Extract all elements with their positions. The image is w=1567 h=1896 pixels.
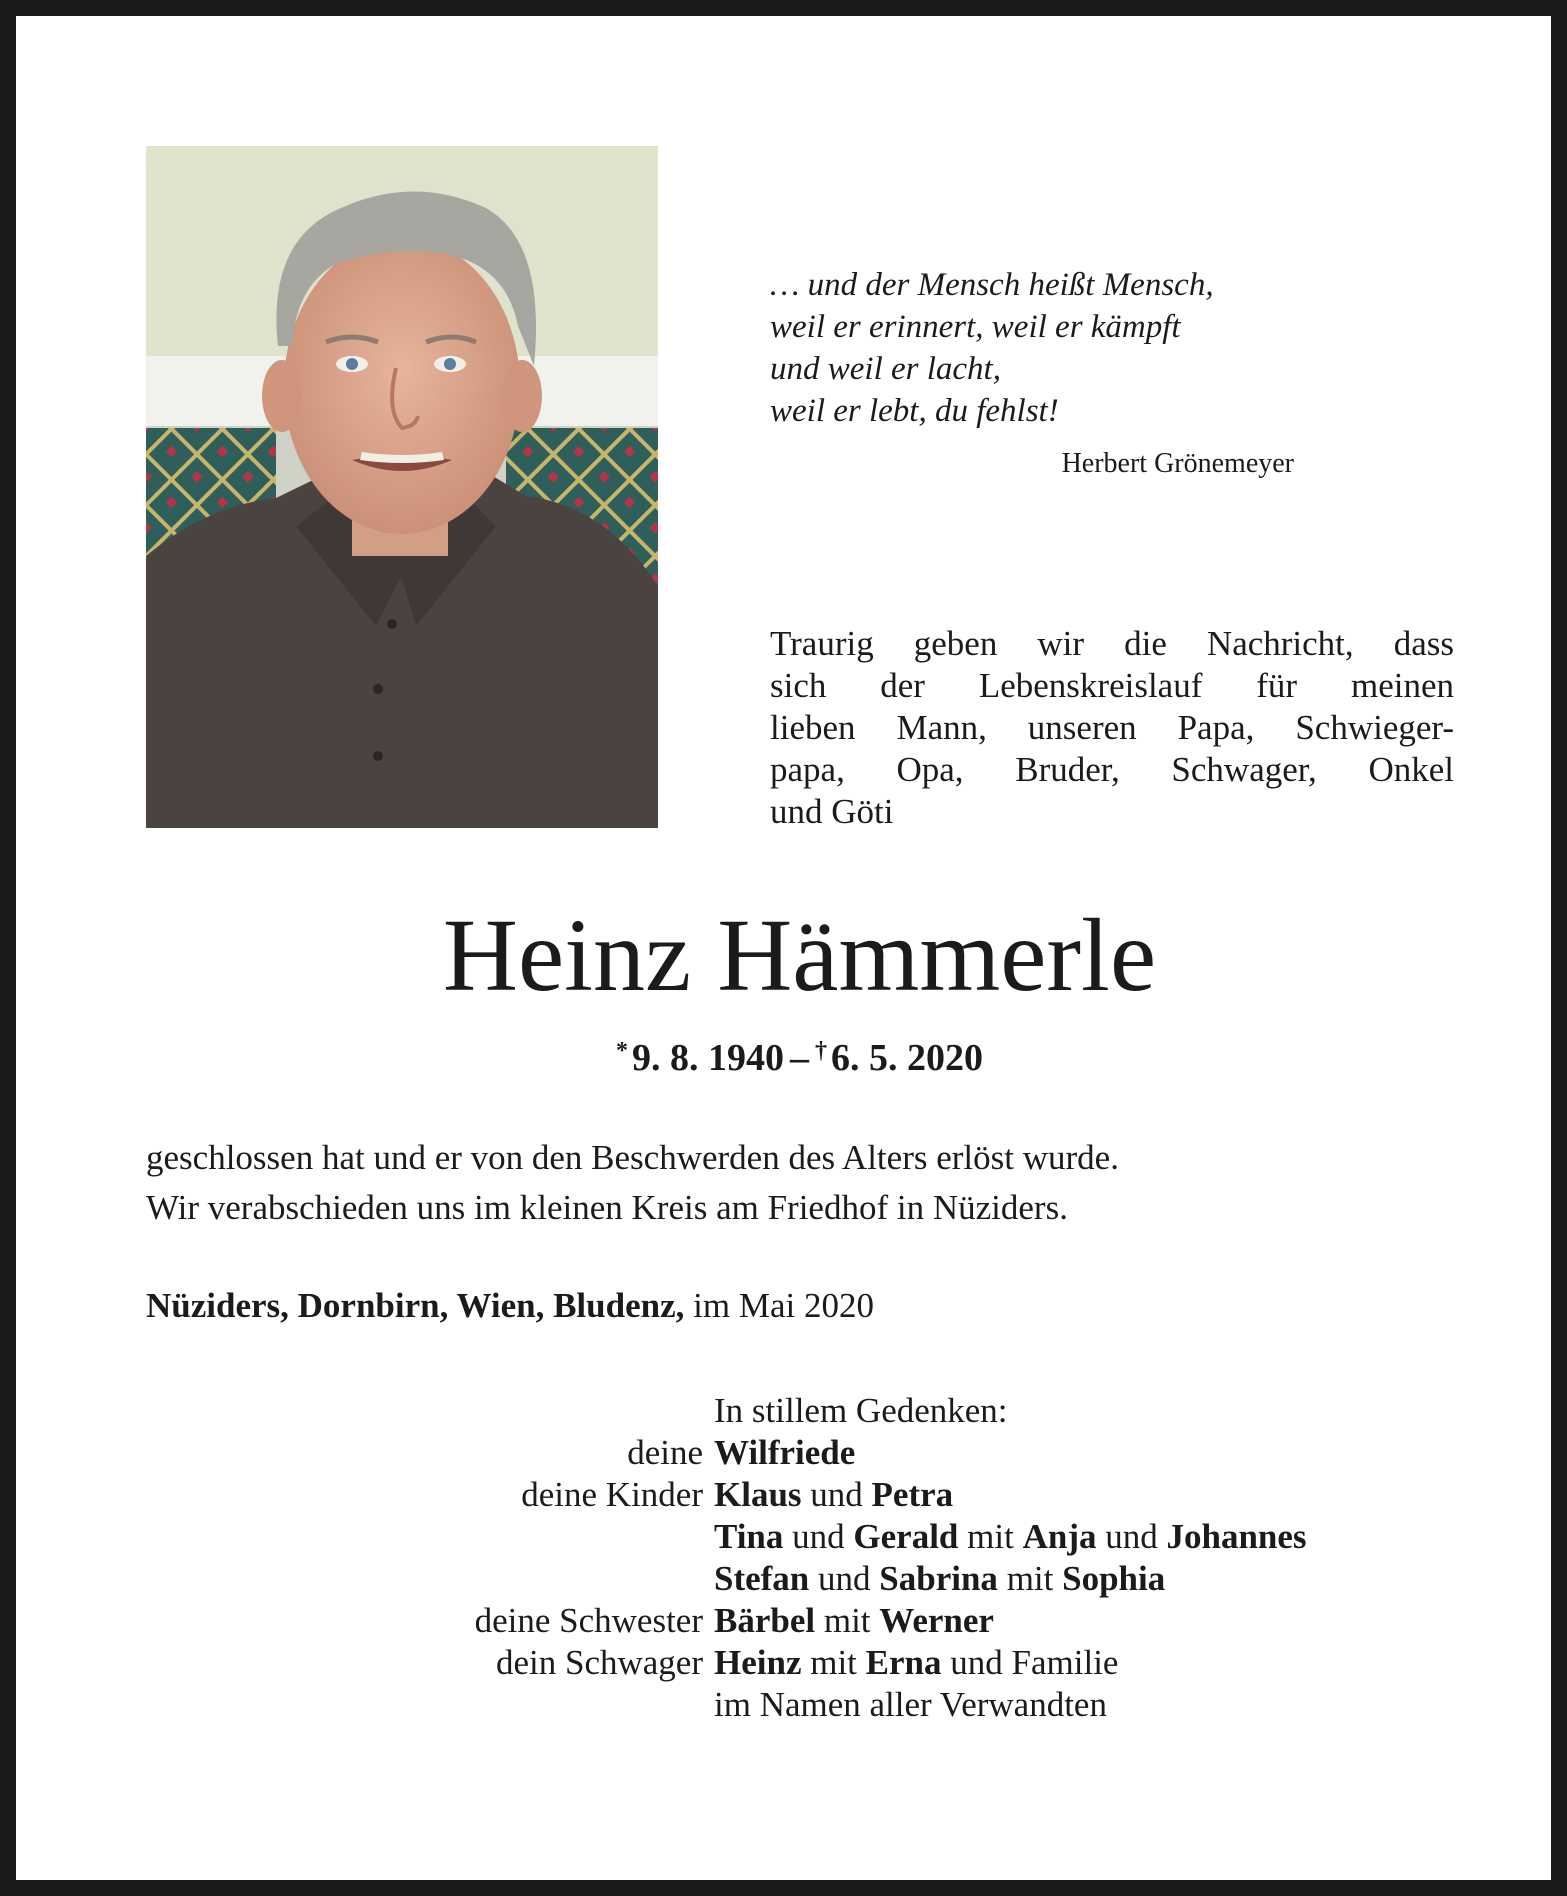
quote-line: … und der Mensch heißt Mensch, bbox=[770, 267, 1214, 303]
mourner-row bbox=[16, 1642, 1567, 1684]
mourner-connector: und bbox=[801, 1475, 872, 1514]
mourner-connector: und bbox=[809, 1559, 880, 1598]
mourner-connector: mit bbox=[958, 1517, 1023, 1556]
mourners-list bbox=[16, 1390, 1567, 1726]
mourner-name: Heinz bbox=[714, 1643, 802, 1682]
announcement-line: papa, Opa, Bruder, Schwager, Onkel bbox=[770, 750, 1454, 789]
epigraph-quote bbox=[770, 264, 1330, 432]
death-symbol: † bbox=[815, 1038, 827, 1064]
quote-line: weil er erinnert, weil er kämpft bbox=[770, 309, 1181, 345]
birth-date: 9. 8. 1940 bbox=[632, 1037, 784, 1079]
deceased-name: Heinz Hämmerle bbox=[442, 898, 1157, 1013]
mourner-names bbox=[714, 1432, 855, 1474]
mourner-name: Sophia bbox=[1062, 1559, 1166, 1598]
announcement-line: Traurig geben wir die Nachricht, dass bbox=[770, 624, 1454, 663]
mourner-name: Anja bbox=[1022, 1517, 1097, 1556]
mourner-connector: im Namen aller Verwandten bbox=[714, 1685, 1107, 1724]
mourner-connector: mit bbox=[997, 1559, 1063, 1598]
quote-author: Herbert Grönemeyer bbox=[1061, 448, 1294, 479]
mourner-connector: und Familie bbox=[941, 1643, 1119, 1682]
closing-line: geschlossen hat und er von den Beschwerden des Alters erlöst wurde. bbox=[146, 1138, 1119, 1177]
mourner-connector: und bbox=[783, 1517, 854, 1556]
place-cities: Nüziders, Dornbirn, Wien, Bludenz, bbox=[146, 1286, 685, 1325]
date-separator: – bbox=[790, 1037, 809, 1079]
mourner-relation: deine Kinder bbox=[521, 1475, 703, 1514]
announcement-line: und Göti bbox=[770, 792, 894, 831]
mourner-connector: mit bbox=[815, 1601, 880, 1640]
mourner-row bbox=[16, 1432, 1567, 1474]
death-date: 6. 5. 2020 bbox=[831, 1037, 983, 1079]
mourner-name: Tina bbox=[714, 1517, 784, 1556]
mourner-row bbox=[16, 1474, 1567, 1516]
birth-symbol: * bbox=[616, 1038, 628, 1064]
mourner-names bbox=[714, 1516, 1307, 1558]
mourner-name: Wilfriede bbox=[714, 1433, 856, 1472]
mourner-names bbox=[714, 1642, 1118, 1684]
mourner-name: Gerald bbox=[853, 1517, 959, 1556]
place-and-date bbox=[146, 1284, 1446, 1328]
announcement-line: lieben Mann, unseren Papa, Schwieger- bbox=[770, 708, 1454, 747]
mourner-relation: dein Schwager bbox=[495, 1643, 703, 1682]
mourner-name: Sabrina bbox=[879, 1559, 998, 1598]
mourner-name: Klaus bbox=[714, 1475, 802, 1514]
closing-text bbox=[146, 1133, 1446, 1233]
mourner-name: Erna bbox=[865, 1643, 942, 1682]
mourner-row bbox=[16, 1558, 1567, 1600]
mourner-name: Werner bbox=[879, 1601, 994, 1640]
announcement-line: sich der Lebenskreislauf für meinen bbox=[770, 666, 1454, 705]
mourners-heading-row bbox=[16, 1390, 1567, 1432]
mourner-names bbox=[714, 1600, 994, 1642]
announcement-text bbox=[770, 623, 1454, 833]
mourner-name: Bärbel bbox=[714, 1601, 816, 1640]
mourner-connector: mit bbox=[801, 1643, 866, 1682]
mourner-row bbox=[16, 1516, 1567, 1558]
mourner-relation: deine Schwester bbox=[474, 1601, 703, 1640]
quote-line: und weil er lacht, bbox=[770, 351, 1001, 387]
mourner-name: Petra bbox=[871, 1475, 954, 1514]
place-date: im Mai 2020 bbox=[693, 1286, 874, 1325]
closing-line: Wir verabschieden uns im kleinen Kreis am Friedhof in Nüziders. bbox=[146, 1188, 1068, 1227]
mourner-row bbox=[16, 1684, 1567, 1726]
mourners-heading: In stillem Gedenken: bbox=[714, 1391, 1008, 1430]
mourner-names bbox=[714, 1684, 1107, 1726]
mourner-relation: deine bbox=[627, 1433, 703, 1472]
quote-line: weil er lebt, du fehlst! bbox=[770, 393, 1059, 429]
mourner-name: Stefan bbox=[714, 1559, 810, 1598]
portrait-photo bbox=[146, 146, 658, 828]
mourner-name: Johannes bbox=[1166, 1517, 1307, 1556]
mourner-connector: und bbox=[1096, 1517, 1167, 1556]
life-dates bbox=[16, 1028, 1567, 1081]
mourner-row bbox=[16, 1600, 1567, 1642]
mourner-names bbox=[714, 1474, 953, 1516]
mourner-names bbox=[714, 1558, 1165, 1600]
